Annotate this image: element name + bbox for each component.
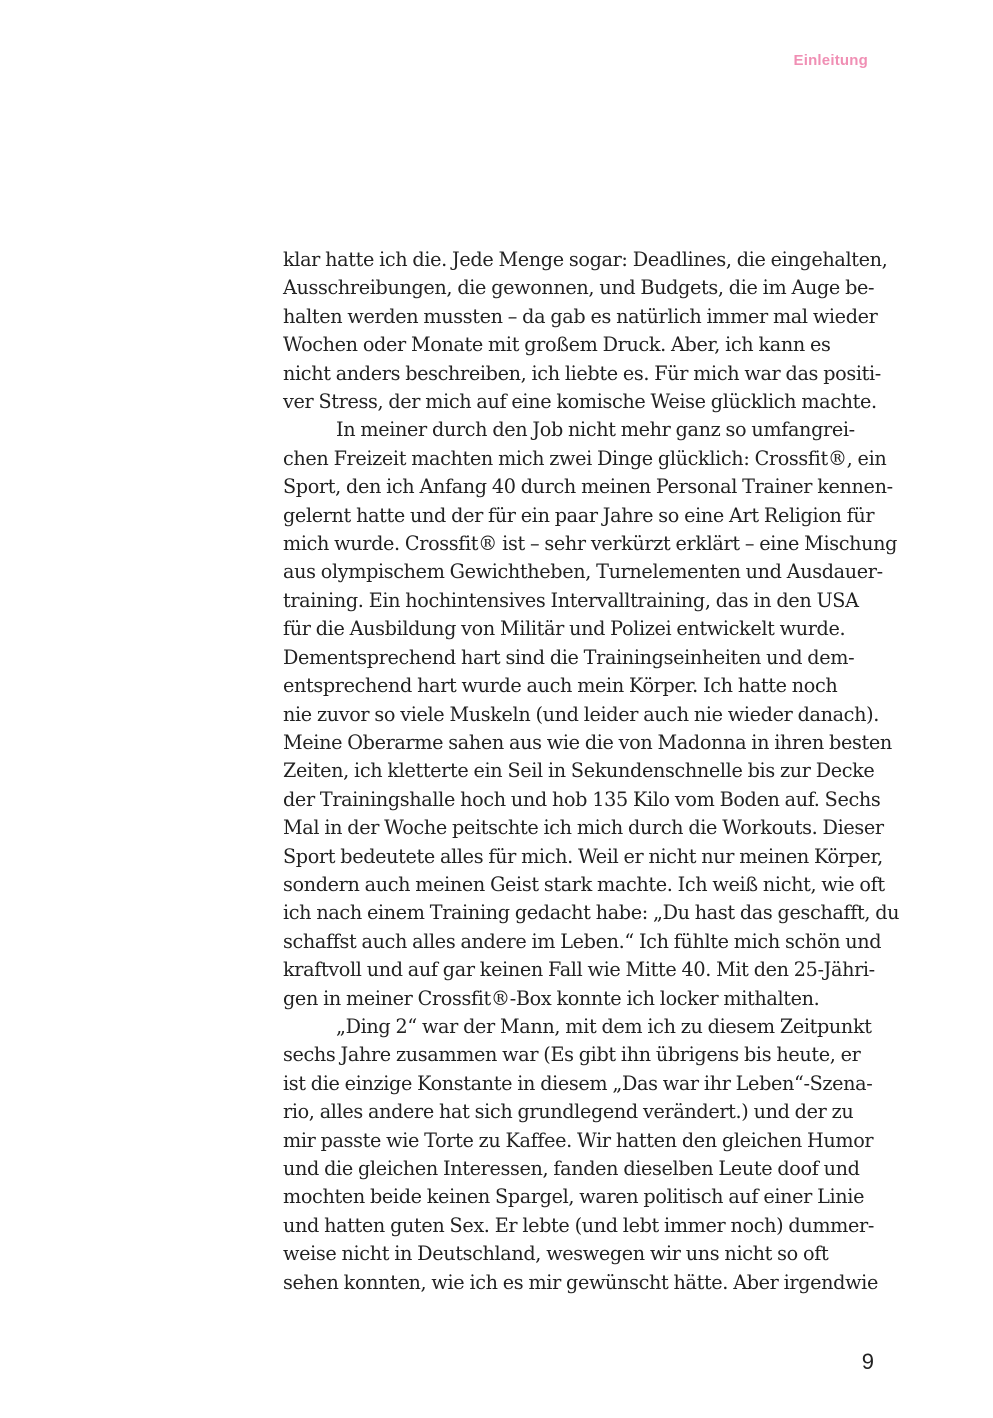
text-line: für die Ausbildung von Militär und Polizei entwickelt wurde. [283,617,846,641]
text-line-paragraph-start: In meiner durch den Job nicht mehr ganz so umfangrei- [336,418,855,442]
text-line-paragraph-start: „Ding 2“ war der Mann, mit dem ich zu diesem Zeitpunkt [336,1014,872,1038]
text-line: mich wurde. Crossfit® ist – sehr verkürzt erklärt – eine Mischung [283,532,898,556]
text-line: entsprechend hart wurde auch mein Körper. Ich hatte noch [283,674,838,698]
text-line: und die gleichen Interessen, fanden dieselben Leute doof und [283,1157,860,1180]
text-line: gen in meiner Crossfit®-Box konnte ich locker mithalten. [283,986,820,1010]
text-line: Sport, den ich Anfang 40 durch meinen Personal Trainer kennen- [283,475,893,499]
text-line: sechs Jahre zusammen war (Es gibt ihn übrigens bis heute, er [283,1043,861,1067]
text-line: Mal in der Woche peitschte ich mich durch die Workouts. Dieser [283,816,884,840]
text-line: training. Ein hochintensives Intervalltraining, das in den USA [283,588,859,612]
running-head: Einleitung [793,52,868,69]
text-line: sondern auch meinen Geist stark machte. Ich weiß nicht, wie oft [283,872,885,896]
text-line: klar hatte ich die. Jede Menge sogar: Deadlines, die eingehalten, [283,248,888,271]
text-line: mir passte wie Torte zu Kaffee. Wir hatten den gleichen Humor [283,1128,874,1152]
text-line: chen Freizeit machten mich zwei Dinge glücklich: Crossfit®, ein [283,446,887,470]
text-line: mochten beide keinen Spargel, waren politisch auf einer Linie [283,1185,865,1209]
body-text [283,246,900,1297]
text-line: und hatten guten Sex. Er lebte (und lebt immer noch) dummer- [283,1213,874,1237]
text-line: Sport bedeutete alles für mich. Weil er nicht nur meinen Körper, [283,844,883,868]
text-line: ich nach einem Training gedacht habe: „Du hast das geschafft, du [283,901,900,925]
text-line: nie zuvor so viele Muskeln (und leider auch nie wieder danach). [283,702,879,726]
text-line: gelernt hatte und der für ein paar Jahre so eine Art Religion für [283,503,875,527]
text-line: Dementsprechend hart sind die Trainingseinheiten und dem- [283,645,855,669]
text-line: sehen konnten, wie ich es mir gewünscht hätte. Aber irgendwie [283,1270,878,1294]
text-line: ist die einzige Konstante in diesem „Das war ihr Leben“-Szena- [283,1071,873,1095]
text-line: Wochen oder Monate mit großem Druck. Aber, ich kann es [283,333,831,357]
text-line: halten werden mussten – da gab es natürlich immer mal wieder [283,304,878,328]
text-line: nicht anders beschreiben, ich liebte es. Für mich war das positi- [283,361,881,385]
text-line: Zeiten, ich kletterte ein Seil in Sekundenschnelle bis zur Decke [283,759,875,783]
text-line: Ausschreibungen, die gewonnen, und Budgets, die im Auge be- [283,276,875,300]
text-line: der Trainingshalle hoch und hob 135 Kilo vom Boden auf. Sechs [283,787,881,811]
text-line: aus olympischem Gewichtheben, Turnelementen und Ausdauer- [283,560,883,584]
text-line: ver Stress, der mich auf eine komische Weise glücklich machte. [283,390,877,414]
text-line: rio, alles andere hat sich grundlegend verändert.) und der zu [283,1100,854,1124]
page-number: 9 [861,1349,874,1374]
text-line: Meine Oberarme sahen aus wie die von Madonna in ihren besten [283,730,892,754]
text-line: schaffst auch alles andere im Leben.“ Ich fühlte mich schön und [283,929,882,953]
text-line: kraftvoll und auf gar keinen Fall wie Mitte 40. Mit den 25-Jähri- [283,958,875,982]
text-line: weise nicht in Deutschland, weswegen wir uns nicht so oft [283,1242,829,1266]
